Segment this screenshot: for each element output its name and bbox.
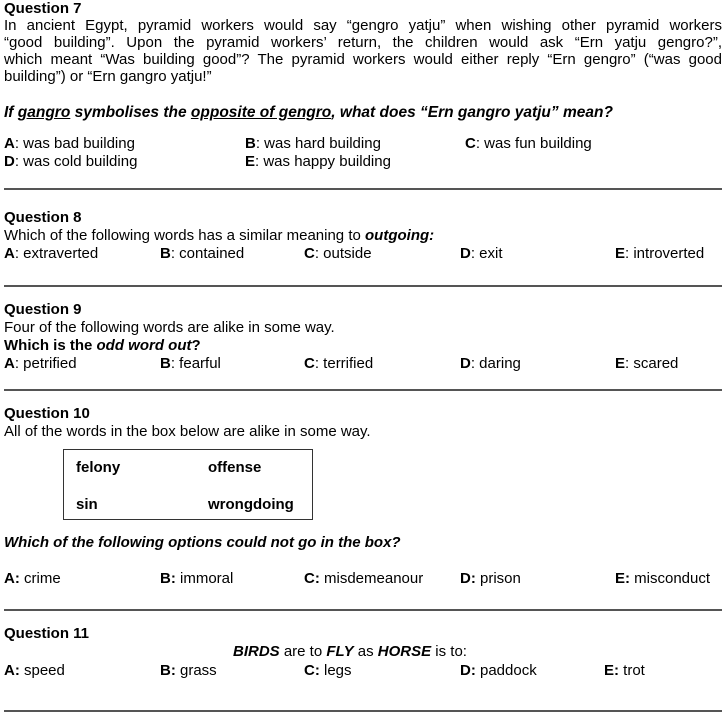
option-text: legs <box>319 662 352 679</box>
prompt-emphasis: outgoing: <box>365 227 435 244</box>
option-a[interactable] <box>4 245 98 262</box>
option-e[interactable] <box>615 570 710 587</box>
prompt-text: , what does “Ern gangro yatju” mean? <box>331 104 613 121</box>
option-b[interactable] <box>160 355 221 372</box>
option-text: trot <box>619 662 645 679</box>
option-e[interactable] <box>615 245 704 262</box>
option-b[interactable] <box>245 135 381 152</box>
option-c[interactable] <box>465 135 592 152</box>
option-text: : was hard building <box>255 135 381 152</box>
divider <box>4 188 722 190</box>
option-letter: C: <box>304 570 320 587</box>
option-letter: E: <box>604 662 619 679</box>
analogy-word: FLY <box>326 643 354 660</box>
option-c[interactable] <box>304 355 373 372</box>
option-letter: D: <box>460 570 476 587</box>
option-letter: E <box>615 245 626 262</box>
prompt-text: If <box>4 104 18 121</box>
option-c[interactable] <box>304 570 423 587</box>
option-letter: B <box>245 135 256 152</box>
question-7-passage-line-3: which meant “Was building good”? The pyramid workers would either reply “Ern gengro” (“was good <box>4 51 722 68</box>
option-letter: A <box>4 245 15 262</box>
analogy-text: as <box>353 643 378 660</box>
option-c[interactable] <box>304 662 352 679</box>
question-9-line-1: Four of the following words are alike in some way. <box>4 319 335 336</box>
option-text: misdemeanour <box>319 570 424 587</box>
option-b[interactable] <box>160 245 244 262</box>
word-box <box>63 449 313 520</box>
option-d[interactable] <box>460 245 503 262</box>
option-text: : petrified <box>14 355 77 372</box>
question-7-passage-line-4: building”) or “Ern gangro yatju!” <box>4 68 212 85</box>
option-text: : was fun building <box>475 135 592 152</box>
analogy-text: are to <box>279 643 327 660</box>
option-text: : was happy building <box>255 153 391 170</box>
option-text: : scared <box>625 355 679 372</box>
option-text: speed <box>19 662 65 679</box>
question-7-passage-line-2: “good building”. Upon the pyramid workers’ return, the children would ask “Ern yatju gengro?”, <box>4 34 722 51</box>
option-letter: D <box>460 355 471 372</box>
option-text: : was bad building <box>14 135 135 152</box>
option-letter: C <box>465 135 476 152</box>
option-text: prison <box>475 570 521 587</box>
question-10-line-1: All of the words in the box below are alike in some way. <box>4 423 371 440</box>
option-letter: A: <box>4 570 20 587</box>
question-11-title: Question 11 <box>4 625 90 642</box>
question-7-title: Question 7 <box>4 0 82 17</box>
option-b[interactable] <box>160 662 217 679</box>
option-e[interactable] <box>245 153 391 170</box>
option-text: : extraverted <box>14 245 99 262</box>
option-d[interactable] <box>4 153 137 170</box>
prompt-underlined-word: gangro <box>17 104 71 121</box>
divider <box>4 285 722 287</box>
option-text: : contained <box>170 245 245 262</box>
question-11-analogy <box>233 643 467 660</box>
option-a[interactable] <box>4 662 65 679</box>
option-letter: C <box>304 245 315 262</box>
prompt-emphasis: odd word out <box>96 337 192 354</box>
box-word: wrongdoing <box>208 496 294 513</box>
divider <box>4 710 722 712</box>
option-c[interactable] <box>304 245 372 262</box>
prompt-text: Which of the following words has a similar meaning to <box>4 227 365 244</box>
option-text: misconduct <box>630 570 711 587</box>
option-text: paddock <box>475 662 537 679</box>
option-text: : terrified <box>314 355 374 372</box>
option-letter: B: <box>160 662 176 679</box>
option-letter: E <box>245 153 256 170</box>
option-letter: D <box>460 245 471 262</box>
divider <box>4 609 722 611</box>
option-text: : was cold building <box>14 153 138 170</box>
option-text: : exit <box>470 245 503 262</box>
option-letter: A <box>4 135 15 152</box>
box-word: felony <box>76 459 121 476</box>
box-word: sin <box>76 496 98 513</box>
option-text: : outside <box>314 245 372 262</box>
option-a[interactable] <box>4 570 61 587</box>
option-letter: B: <box>160 570 176 587</box>
option-letter: E: <box>615 570 630 587</box>
option-letter: C <box>304 355 315 372</box>
option-a[interactable] <box>4 355 77 372</box>
divider <box>4 389 722 391</box>
option-text: grass <box>175 662 217 679</box>
option-letter: C: <box>304 662 320 679</box>
option-letter: B <box>160 245 171 262</box>
prompt-text: ? <box>191 337 201 354</box>
question-8-prompt <box>4 227 434 244</box>
question-10-title: Question 10 <box>4 405 90 422</box>
prompt-text: Which is the <box>4 337 97 354</box>
option-d[interactable] <box>460 355 521 372</box>
prompt-underlined-phrase: opposite of gengro <box>190 104 332 121</box>
option-text: immoral <box>175 570 234 587</box>
option-text: crime <box>19 570 61 587</box>
option-letter: D <box>4 153 15 170</box>
question-7-passage-line-1: In ancient Egypt, pyramid workers would say “gengro yatju” when wishing other pyramid workers <box>4 17 722 34</box>
option-d[interactable] <box>460 662 537 679</box>
option-letter: B <box>160 355 171 372</box>
option-d[interactable] <box>460 570 521 587</box>
option-letter: A: <box>4 662 20 679</box>
prompt-text: symbolises the <box>70 104 191 121</box>
option-letter: A <box>4 355 15 372</box>
question-9-prompt <box>4 337 201 354</box>
analogy-text: is to: <box>431 643 467 660</box>
option-letter: D: <box>460 662 476 679</box>
question-8-title: Question 8 <box>4 209 82 226</box>
analogy-word: BIRDS <box>233 643 280 660</box>
option-text: : fearful <box>170 355 221 372</box>
analogy-word: HORSE <box>377 643 432 660</box>
question-7-prompt <box>4 104 613 121</box>
option-b[interactable] <box>160 570 233 587</box>
option-text: : daring <box>470 355 521 372</box>
option-letter: E <box>615 355 626 372</box>
option-e[interactable] <box>615 355 678 372</box>
question-10-prompt: Which of the following options could not go in the box? <box>4 534 401 551</box>
option-text: : introverted <box>625 245 705 262</box>
box-word: offense <box>208 459 262 476</box>
option-e[interactable] <box>604 662 645 679</box>
question-9-title: Question 9 <box>4 301 82 318</box>
option-a[interactable] <box>4 135 135 152</box>
